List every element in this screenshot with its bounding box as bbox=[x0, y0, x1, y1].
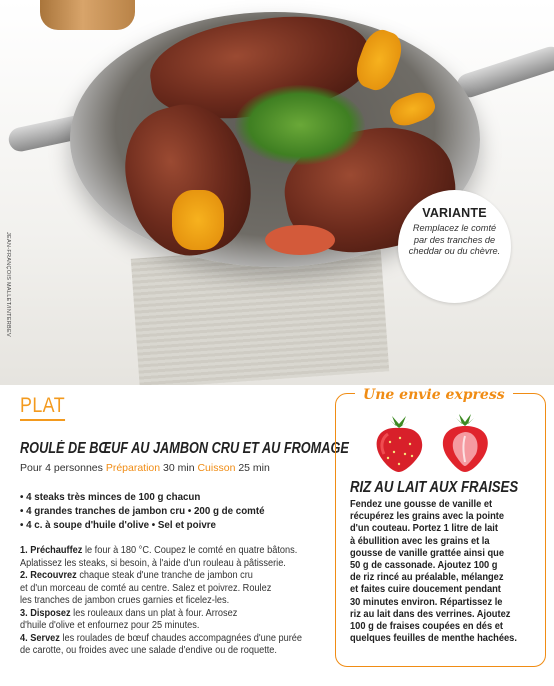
step-verb: Servez bbox=[30, 632, 60, 644]
express-line: riz au lait dans des verrines. Ajoutez bbox=[350, 608, 511, 620]
wooden-pepper-mill bbox=[40, 0, 135, 30]
prep-label: Préparation bbox=[105, 462, 161, 474]
ingredient-line: • 4 c. à soupe d'huile d'olive • Sel et poivre bbox=[20, 519, 216, 531]
express-line: d'un couteau. Portez 1 litre de lait bbox=[350, 523, 498, 535]
step-line: et d'un morceau de comté au centre. Salez et poivrez. Roulez bbox=[20, 582, 272, 594]
ingredient-line: • 4 grandes tranches de jambon cru • 200 g de comté bbox=[20, 505, 265, 517]
express-line: 50 g de cassonade. Ajoutez 100 g bbox=[350, 560, 498, 572]
step-line bbox=[20, 570, 311, 583]
variante-text bbox=[398, 223, 511, 258]
step-verb: Disposez bbox=[30, 607, 71, 619]
prep-time: 30 min bbox=[163, 462, 195, 474]
step-number: 3. bbox=[20, 607, 28, 619]
step-text: les roulades de bœuf chaudes accompagnées d'une purée bbox=[59, 632, 303, 644]
variante-line: par des tranches de bbox=[413, 234, 496, 245]
express-line: 100 g de fraises coupées en dés et bbox=[350, 621, 504, 633]
step-verb: Préchauffez bbox=[30, 545, 83, 556]
express-line: 30 minutes environ. Répartissez le bbox=[350, 596, 503, 608]
variante-title: VARIANTE bbox=[422, 206, 487, 220]
step-number: 4. bbox=[20, 632, 28, 644]
step-line: d'huile d'olive et enfournez pour 25 minutes. bbox=[20, 620, 200, 631]
express-line: Fendez une gousse de vanille et bbox=[350, 499, 493, 510]
photo-credit: JEAN-FRANÇOIS MALLET/INTERBEV bbox=[5, 232, 11, 337]
step-text: chaque steak d'une tranche de jambon cru bbox=[76, 570, 253, 581]
step-text: les rouleaux dans un plat à four. Arrosez bbox=[70, 607, 238, 619]
step-line: Aplatissez les steaks, si besoin, à l'aide d'un rouleau à pâtisserie. bbox=[20, 557, 286, 569]
express-line: gousse de vanille grattée ainsi que bbox=[350, 547, 505, 559]
variante-line: Remplacez le comté bbox=[412, 223, 497, 233]
variante-line: cheddar ou du chèvre. bbox=[408, 246, 501, 256]
step-number: 1. bbox=[20, 545, 28, 556]
cheese-filling bbox=[172, 190, 224, 250]
ham-slice bbox=[265, 225, 335, 255]
express-line: récupérez les grains avec la pointe bbox=[350, 511, 505, 523]
step-line bbox=[20, 608, 311, 621]
step-verb: Recouvrez bbox=[30, 570, 77, 581]
strawberry-half-icon bbox=[434, 414, 496, 474]
pan-handle-right bbox=[454, 44, 554, 101]
servings: Pour 4 personnes bbox=[20, 462, 103, 474]
step-line bbox=[20, 633, 311, 646]
rocket-salad bbox=[235, 85, 365, 165]
express-line: et faites cuire doucement pendant bbox=[350, 584, 501, 596]
recipe-meta bbox=[20, 462, 270, 474]
express-line: à ébullition avec les grains et la bbox=[350, 535, 490, 547]
step-line: de carotte, ou froides avec une salade d'endive ou de roquette. bbox=[20, 645, 277, 656]
step-text: le four à 180 °C. Coupez le comté en quatre bâtons. bbox=[82, 545, 298, 556]
step-line bbox=[20, 545, 311, 558]
step-number: 2. bbox=[20, 570, 28, 581]
express-line: quelques feuilles de menthe hachées. bbox=[350, 633, 517, 645]
strawberry-icon bbox=[368, 414, 430, 474]
cook-label: Cuisson bbox=[197, 462, 236, 474]
cook-time: 25 min bbox=[238, 462, 270, 474]
recipe-title: ROULÉ DE BŒUF AU JAMBON CRU ET AU FROMAGE bbox=[20, 440, 349, 457]
category-heading: PLAT bbox=[20, 394, 65, 421]
step-line: les tranches de jambon crues garnies et ficelez-les. bbox=[20, 595, 230, 606]
steps-list bbox=[20, 545, 336, 658]
express-title: RIZ AU LAIT AUX FRAISES bbox=[350, 479, 519, 496]
express-line: de riz rincé au préalable, mélangez bbox=[350, 572, 504, 584]
ingredient-line: • 4 steaks très minces de 100 g chacun bbox=[20, 491, 201, 503]
variante-callout bbox=[398, 190, 511, 303]
express-label: Une envie express bbox=[355, 387, 513, 403]
ingredient-list bbox=[20, 490, 283, 532]
express-text bbox=[350, 499, 540, 645]
